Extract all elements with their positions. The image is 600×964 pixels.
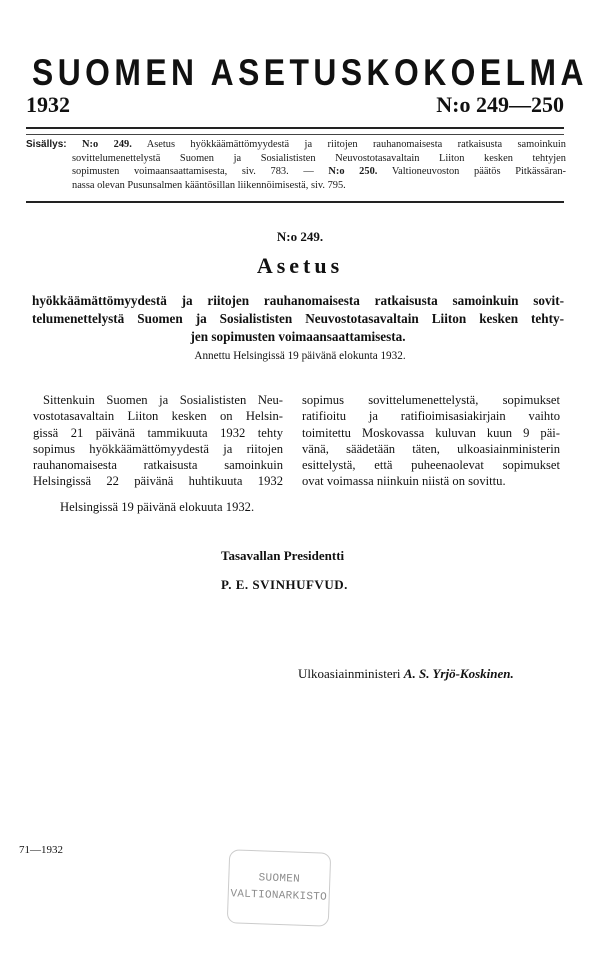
body-line: sopimus sovittelumenettelystä, sopimukset — [302, 393, 560, 407]
body-line: toimitettu Moskovassa kuluvan kuun 9 päi- — [302, 425, 560, 440]
issue-numbers: N:o 249—250 — [436, 92, 564, 117]
body-line: ovat voimassa niinkuin niistä on sovittu. — [302, 474, 506, 489]
minister-signature — [298, 666, 514, 682]
decree-subtitle — [32, 292, 564, 346]
contents-label: Sisällys: — [26, 139, 67, 150]
subtitle-line: jen sopimusten voimaansaattamisesta. — [190, 329, 406, 344]
minister-title: Ulkoasiainministeri — [298, 666, 401, 681]
body-line: Sittenkuin Suomen ja Sosialististen Neu- — [43, 393, 283, 407]
contents-entry-number: N:o 250. — [328, 166, 378, 178]
contents-line: nassa olevan Pusunsalmen kääntösillan liikennöimisestä, siv. 795. — [72, 179, 346, 191]
contents-rule — [26, 201, 564, 203]
body-line: sopimus hyökkäämättömyydestä ja riitojen — [33, 441, 283, 456]
signature-title: Tasavallan Presidentti — [221, 548, 345, 563]
body-line: vostotasavaltain Liiton kesken on Helsin- — [33, 409, 283, 424]
contents-entry-text: sopimusten voimaansaattamisesta, siv. 783. — — [72, 166, 329, 178]
decree-title: Asetus — [256, 253, 344, 278]
table-of-contents — [26, 138, 566, 192]
body-line: gissä 21 päivänä tammikuuta 1932 tehty — [33, 425, 283, 440]
contents-line — [26, 165, 566, 179]
minister-name: A. S. Yrjö-Koskinen. — [403, 666, 514, 681]
given-date: Annettu Helsingissä 19 päivänä elokunta 1932. — [194, 350, 406, 362]
body-left-column — [33, 392, 283, 490]
decree-number: N:o 249. — [276, 229, 324, 244]
contents-line — [26, 138, 566, 152]
body-line: Helsingissä 22 päivänä huhtikuuta 1932 — [33, 474, 283, 489]
body-line: ratifioitu ja ratifioimisasiakirjain vaihto — [302, 409, 560, 424]
publication-year: 1932 — [26, 92, 70, 117]
stamp-line: SUOMEN — [258, 872, 301, 886]
body-line: rauhanomaisesta ratkaisusta samoinkuin — [33, 458, 283, 473]
publication-title: SUOMEN ASETUSKOKOELMA — [32, 52, 588, 93]
subtitle-line: hyökkäämättömyydestä ja riitojen rauhanomaisesta ratkaisusta samoinkuin sovit- — [32, 293, 564, 308]
signature-name: P. E. SVINHUFVUD. — [221, 577, 348, 592]
dateline: Helsingissä 19 päivänä elokuuta 1932. — [60, 500, 255, 514]
body-line: vänä, säädetään täten, ulkoasiainministerin — [302, 441, 560, 456]
contents-entry-number: N:o 249. — [82, 139, 132, 150]
contents-entry-text: Valtioneuvoston päätös Pitkässäran- — [377, 166, 566, 178]
header-double-rule — [26, 127, 564, 135]
body-line: esittelystä, että puheenaolevat sopimukset — [302, 458, 560, 473]
print-code: 71—1932 — [19, 844, 63, 856]
contents-line: sovittelumenettelystä Suomen ja Sosialististen Neuvostotasavaltain Liiton kesken tehtyjen — [72, 152, 566, 164]
body-right-column — [302, 392, 560, 490]
contents-entry-text: Asetus hyökkäämättömyydestä ja riitojen rauhanomaisesta ratkaisusta samoinkuin — [131, 139, 566, 150]
archive-stamp — [227, 849, 332, 927]
stamp-line: VALTIONARKISTO — [230, 888, 328, 904]
subtitle-line: telumenettelystä Suomen ja Sosialististen Neuvostotasavaltain Liiton kesken tehty- — [32, 311, 564, 326]
